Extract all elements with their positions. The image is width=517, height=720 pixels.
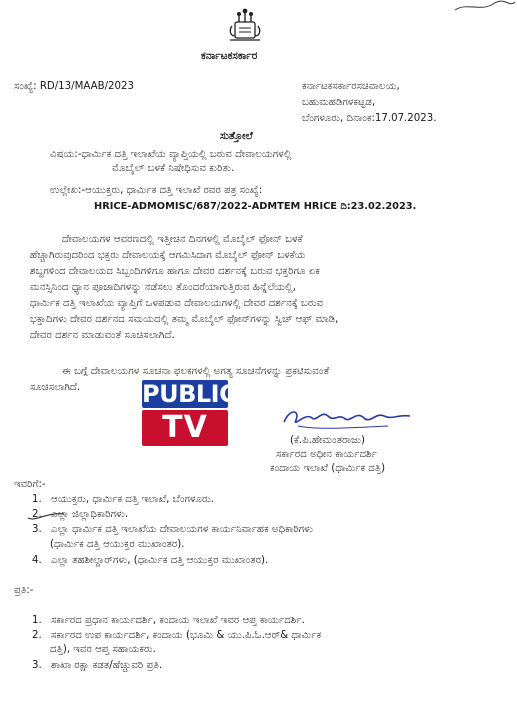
office-address-date: ಬೆಂಗಳೂರು, ದಿನಾಂಕ:17.07.2023. <box>302 113 437 124</box>
copy-recipient-2-continued: ದತ್ತಿ), ಇವರ ಆಪ್ತ ಸಹಾಯಕರು. <box>50 644 156 655</box>
list-item-text: ಎಲ್ಲಾ ಜಿಲ್ಲಾಧಿಕಾರಿಗಳು. <box>50 509 129 520</box>
list-number: 1. <box>32 615 42 626</box>
list-number: 2. <box>32 630 42 641</box>
pen-tick-mark <box>26 508 66 522</box>
list-number: 3. <box>32 524 42 535</box>
recipients-label: ಇವರಿಗೆ:- <box>14 479 46 490</box>
publictv-logo-bottom: TV <box>142 410 228 446</box>
body-paragraph-2-line-2: ಸೂಚಿಸಲಾಗಿದೆ. <box>30 382 81 393</box>
body-paragraph-1-line-7: ದೇವರ ದರ್ಶನ ಮಾಡುವಂತೆ ಸೂಚಿಸಲಾಗಿದೆ. <box>30 330 175 341</box>
circular-title: ಸುತ್ತೋಲೆ <box>220 130 253 142</box>
list-item-text: ಎಲ್ಲಾ ತಹಶೀಲ್ದಾರ್‌ಗಳು, (ಧಾರ್ಮಿಕ ದತ್ತಿ ಆಯುಕ್ತರ ಮುಖಾಂತರ). <box>50 555 269 566</box>
handwritten-signature <box>278 404 418 432</box>
list-item-text: ಶಾಖಾ ರಕ್ಷಾ ಕಡತ/ಹೆಚ್ಚುವರಿ ಪ್ರತಿ. <box>50 660 163 671</box>
body-paragraph-1-line-6: ಭಕ್ತಾದಿಗಳು ದೇವರ ದರ್ಶನದ ಸಮಯದಲ್ಲಿ ತಮ್ಮ ಮೊಬೈಲ್ ಫೋನ್‌ಗಳನ್ನು ಸ್ವಿಚ್ ಆಫ್ ಮಾಡಿ, <box>30 314 339 325</box>
list-item-text: ಎಲ್ಲಾ ಧಾರ್ಮಿಕ ದತ್ತಿ ಇಲಾಖೆಯ ದೇವಾಲಯಗಳ ಕಾರ್ಯನಿರ್ವಾಹಕ ಅಧಿಕಾರಿಗಳು <box>50 524 314 535</box>
recipient-4 <box>32 554 268 567</box>
subject-line-2: ಮೊಬೈಲ್ ಬಳಕೆ ನಿಷೇಧಿಸುವ ಕುರಿತು. <box>112 163 235 174</box>
office-address-line-1: ಕರ್ನಾಟಕಸರ್ಕಾರಸಚಿವಾಲಯ, <box>302 81 400 92</box>
list-number: 3. <box>32 660 42 671</box>
signatory-designation: ಸರ್ಕಾರದ ಅಧೀನ ಕಾರ್ಯದರ್ಶಿ <box>276 449 378 460</box>
list-item-text: ಸರ್ಕಾರದ ಪ್ರಧಾನ ಕಾರ್ಯದರ್ಶಿ, ಕಂದಾಯ ಇಲಾಖೆ ಇವರ ಆಪ್ತ ಕಾರ್ಯದರ್ಶಿ. <box>50 615 305 626</box>
copy-recipient-3 <box>32 659 162 672</box>
copy-recipient-1 <box>32 614 305 627</box>
state-emblem-icon <box>226 6 264 44</box>
list-number: 4. <box>32 555 42 566</box>
body-paragraph-1-line-5: ಧಾರ್ಮಿಕ ದತ್ತಿ ಇಲಾಖೆಯ ವ್ಯಾಪ್ತಿಗೆ ಒಳಪಡುವ ದೇವಾಲಯಗಳಲ್ಲಿ ದೇವರ ದರ್ಶನಕ್ಕೆ ಬರುವ <box>30 298 324 309</box>
reference-line-2: HRICE-ADMOMISC/687/2022-ADMTEM HRICE ದಿ:23.02.2023. <box>94 201 417 212</box>
copy-to-label: ಪ್ರತಿ:- <box>14 585 34 596</box>
list-item-text: ಆಯುಕ್ತರು, ಧಾರ್ಮಿಕ ದತ್ತಿ ಇಲಾಖೆ, ಬೆಂಗಳೂರು. <box>50 494 214 505</box>
reference-line-1: ಉಲ್ಲೇಖ:-ಆಯುಕ್ತರು, ಧಾರ್ಮಿಕ ದತ್ತಿ ಇಲಾಖೆ ರವರ ಪತ್ರ ಸಂಖ್ಯೆ: <box>50 185 263 196</box>
body-paragraph-1-line-3: ಶಬ್ದಗಳಿಂದ ದೇವಾಲಯದ ಸಿಬ್ಬಂದಿಗಳಿಗೂ ಹಾಗೂ ದೇವರ ದರ್ಶನಕ್ಕೆ ಬರುವ ಭಕ್ತರಿಗೂ ಏಕ <box>30 266 320 277</box>
corner-mark-scribble <box>447 0 517 14</box>
recipient-3-continued: (ಧಾರ್ಮಿಕ ದತ್ತಿ ಆಯುಕ್ತರ ಮುಖಾಂತರ). <box>50 539 185 550</box>
publictv-logo-top: PUBLIC <box>142 380 237 408</box>
government-title: ಕರ್ನಾಟಕಸರ್ಕಾರ <box>201 50 258 62</box>
list-item-text: ಸರ್ಕಾರದ ಉಪ ಕಾರ್ಯದರ್ಶಿ, ಕಂದಾಯ (ಭೂಮಿ & ಯು.ಪಿ.ಓ.ಆರ್& ಧಾರ್ಮಿಕ <box>50 630 322 641</box>
office-address-line-2: ಬಹುಮಹಡಿಗಳಕಟ್ಟಡ, <box>302 97 376 108</box>
list-number: 2. <box>32 509 42 520</box>
body-paragraph-1-line-1: ದೇವಾಲಯಗಳ ಆವರಣದಲ್ಲಿ ಇತ್ತೀಚಿನ ದಿನಗಳಲ್ಲಿ ಮೊಬೈಲ್ ಫೋನ್ ಬಳಕೆ <box>62 234 303 245</box>
body-paragraph-2-line-1: ಈ ಬಗ್ಗೆ ದೇವಾಲಯಗಳ ಸೂಚನಾ ಫಲಕಗಳಲ್ಲಿ ಅಗತ್ಯ ಸೂಚನೆಗಳನ್ನು ಪ್ರಕಟಿಸುವಂತೆ <box>62 366 330 377</box>
recipient-3 <box>32 523 313 536</box>
signatory-name: (ಕೆ.ಪಿ.ಹೇಮಂತರಾಜು) <box>290 435 366 446</box>
recipient-1 <box>32 493 214 506</box>
body-paragraph-1-line-2: ಹೆಚ್ಚಾಗಿರುವುದರಿಂದ ಭಕ್ತರು ದೇವಾಲಯಕ್ಕೆ ಆಗಮಿಸಿದಾಗ ಮೊಬೈಲ್ ಫೋನ್ ಬಳಕೆಯ <box>30 250 306 261</box>
subject-line-1: ವಿಷಯ:-ಧಾರ್ಮಿಕ ದತ್ತಿ ಇಲಾಖೆಯ ವ್ಯಾಪ್ತಿಯಲ್ಲಿ ಬರುವ ದೇವಾಲಯಗಳಲ್ಲಿ <box>50 149 292 160</box>
publictv-watermark-logo <box>142 380 237 448</box>
copy-recipient-2 <box>32 629 321 642</box>
signatory-department: ಕಂದಾಯ ಇಲಾಖೆ (ಧಾರ್ಮಿಕ ದತ್ತಿ) <box>270 463 386 474</box>
body-paragraph-1-line-4: ಮನಸ್ಸಿನಿಂದ ಧ್ಯಾನ ಪೂಜಾದಿಗಳನ್ನು ನಡೆಸಲು ತೊಂದರೆಯಾಗುತ್ತಿರುವ ಹಿನ್ನೆಲೆಯಲ್ಲಿ, <box>30 282 296 293</box>
list-number: 1. <box>32 494 42 505</box>
order-number: ಸಂಖ್ಯೆ: RD/13/MAAB/2023 <box>14 81 134 92</box>
